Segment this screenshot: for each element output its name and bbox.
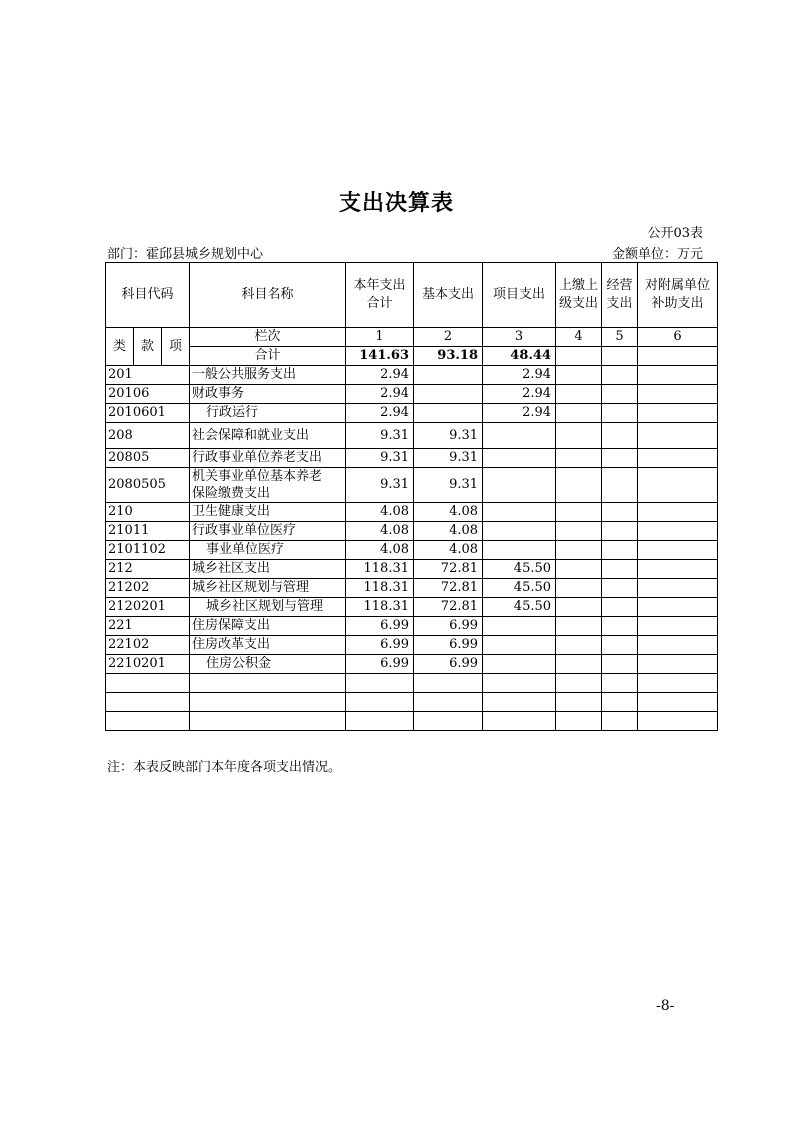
row-project — [483, 617, 556, 636]
col-number-1: 1 — [346, 328, 414, 347]
row-name-line1: 机关事业单位基本养老 — [192, 469, 323, 484]
row-project — [483, 522, 556, 541]
row-name: 社会保障和就业支出 — [190, 423, 346, 449]
page-title: 支出决算表 — [338, 191, 454, 216]
row-subsidy — [638, 468, 718, 503]
row-subsidy — [638, 366, 718, 385]
row-subsidy — [638, 385, 718, 404]
sum-basic: 93.18 — [414, 347, 483, 366]
row-name: 事业单位医疗 — [190, 541, 346, 560]
row-subsidy — [638, 423, 718, 449]
row-code: 2210201 — [106, 655, 190, 674]
row-name: 城乡社区支出 — [190, 560, 346, 579]
row-total: 2.94 — [346, 385, 414, 404]
header-lei: 类 — [106, 328, 134, 366]
row-code: 208 — [106, 423, 190, 449]
row-name: 行政事业单位医疗 — [190, 522, 346, 541]
row-business — [602, 598, 638, 617]
row-business — [602, 655, 638, 674]
row-code: 21202 — [106, 579, 190, 598]
row-project — [483, 423, 556, 449]
row-name: 财政事务 — [190, 385, 346, 404]
row-project: 2.94 — [483, 366, 556, 385]
row-basic: 4.08 — [414, 522, 483, 541]
row-business — [602, 579, 638, 598]
row-code: 201 — [106, 366, 190, 385]
row-basic: 4.08 — [414, 503, 483, 522]
table-row — [106, 503, 718, 522]
header-project: 项目支出 — [483, 263, 556, 328]
empty-row — [106, 693, 718, 712]
sum-business — [602, 347, 638, 366]
row-total: 6.99 — [346, 636, 414, 655]
row-basic: 4.08 — [414, 541, 483, 560]
row-basic: 72.81 — [414, 598, 483, 617]
row-total: 118.31 — [346, 560, 414, 579]
row-upper — [556, 579, 602, 598]
row-upper — [556, 636, 602, 655]
row-total: 4.08 — [346, 503, 414, 522]
row-subsidy — [638, 449, 718, 468]
row-business — [602, 522, 638, 541]
row-name — [190, 468, 346, 503]
row-name-line2: 保险缴费支出 — [192, 486, 271, 501]
row-name: 城乡社区规划与管理 — [190, 598, 346, 617]
row-code: 2120201 — [106, 598, 190, 617]
row-code: 20106 — [106, 385, 190, 404]
header-xiang: 项 — [162, 328, 190, 366]
row-upper — [556, 366, 602, 385]
row-basic — [414, 404, 483, 423]
row-code: 210 — [106, 503, 190, 522]
row-total: 118.31 — [346, 579, 414, 598]
empty-row — [106, 712, 718, 731]
table-row — [106, 468, 718, 503]
row-upper — [556, 541, 602, 560]
row-business — [602, 449, 638, 468]
row-upper — [556, 522, 602, 541]
table-row — [106, 423, 718, 449]
row-basic: 6.99 — [414, 636, 483, 655]
row-code: 221 — [106, 617, 190, 636]
row-basic: 9.31 — [414, 423, 483, 449]
sum-subsidy — [638, 347, 718, 366]
row-project — [483, 541, 556, 560]
header-name: 科目名称 — [190, 263, 346, 328]
row-total: 4.08 — [346, 541, 414, 560]
row-name: 行政事业单位养老支出 — [190, 449, 346, 468]
header-business-line1: 经营 — [606, 278, 633, 293]
row-project: 45.50 — [483, 598, 556, 617]
row-project: 2.94 — [483, 385, 556, 404]
row-code: 20805 — [106, 449, 190, 468]
sum-project: 48.44 — [483, 347, 556, 366]
row-code: 212 — [106, 560, 190, 579]
row-total: 9.31 — [346, 449, 414, 468]
row-basic: 6.99 — [414, 617, 483, 636]
row-business — [602, 636, 638, 655]
row-upper — [556, 423, 602, 449]
row-basic: 9.31 — [414, 468, 483, 503]
row-business — [602, 468, 638, 503]
row-subsidy — [638, 579, 718, 598]
table-note: 注：本表反映部门本年度各项支出情况。 — [107, 760, 342, 775]
row-subsidy — [638, 655, 718, 674]
col-number-5: 5 — [602, 328, 638, 347]
header-subsidy — [638, 263, 718, 328]
row-business — [602, 503, 638, 522]
row-upper — [556, 598, 602, 617]
empty-row — [106, 674, 718, 693]
row-basic: 72.81 — [414, 579, 483, 598]
row-total: 9.31 — [346, 468, 414, 503]
row-project: 45.50 — [483, 560, 556, 579]
table-row — [106, 449, 718, 468]
row-business — [602, 404, 638, 423]
header-basic: 基本支出 — [414, 263, 483, 328]
table-row — [106, 636, 718, 655]
header-row — [106, 263, 718, 328]
row-upper — [556, 655, 602, 674]
col-number-3: 3 — [483, 328, 556, 347]
row-name: 卫生健康支出 — [190, 503, 346, 522]
row-basic: 72.81 — [414, 560, 483, 579]
row-total: 2.94 — [346, 366, 414, 385]
header-business-line2: 支出 — [606, 296, 633, 311]
row-upper — [556, 560, 602, 579]
row-total: 118.31 — [346, 598, 414, 617]
form-number: 公开03表 — [647, 226, 703, 241]
header-subsidy-line1: 对附属单位 — [645, 278, 711, 293]
sum-total: 141.63 — [346, 347, 414, 366]
sum-label: 合计 — [190, 347, 346, 366]
row-basic — [414, 366, 483, 385]
row-basic: 9.31 — [414, 449, 483, 468]
col-number-6: 6 — [638, 328, 718, 347]
table-row — [106, 404, 718, 423]
row-total: 9.31 — [346, 423, 414, 449]
row-upper — [556, 617, 602, 636]
row-subsidy — [638, 636, 718, 655]
row-subsidy — [638, 404, 718, 423]
row-name: 住房改革支出 — [190, 636, 346, 655]
table-row — [106, 385, 718, 404]
row-total: 6.99 — [346, 617, 414, 636]
col-number-2: 2 — [414, 328, 483, 347]
row-upper — [556, 468, 602, 503]
row-code: 21011 — [106, 522, 190, 541]
header-upper-line2: 级支出 — [559, 296, 599, 311]
header-upper-line1: 上缴上 — [559, 278, 599, 293]
row-upper — [556, 385, 602, 404]
row-subsidy — [638, 541, 718, 560]
row-code: 2080505 — [106, 468, 190, 503]
header-subsidy-line2: 补助支出 — [651, 296, 704, 311]
row-total: 6.99 — [346, 655, 414, 674]
table-row — [106, 598, 718, 617]
row-name: 住房公积金 — [190, 655, 346, 674]
row-project: 45.50 — [483, 579, 556, 598]
row-upper — [556, 404, 602, 423]
row-subsidy — [638, 598, 718, 617]
row-business — [602, 541, 638, 560]
row-name: 行政运行 — [190, 404, 346, 423]
row-business — [602, 560, 638, 579]
row-name: 一般公共服务支出 — [190, 366, 346, 385]
table-row — [106, 541, 718, 560]
row-upper — [556, 503, 602, 522]
row-name: 城乡社区规划与管理 — [190, 579, 346, 598]
col-number-4: 4 — [556, 328, 602, 347]
lanci-label: 栏次 — [190, 328, 346, 347]
expenditure-table — [105, 262, 718, 731]
row-business — [602, 423, 638, 449]
row-basic: 6.99 — [414, 655, 483, 674]
row-upper — [556, 449, 602, 468]
row-project — [483, 449, 556, 468]
header-total — [346, 263, 414, 328]
row-total: 2.94 — [346, 404, 414, 423]
department-label: 部门：霍邱县城乡规划中心 — [107, 247, 264, 262]
row-code: 22102 — [106, 636, 190, 655]
sum-upper — [556, 347, 602, 366]
sum-row — [106, 347, 718, 366]
row-code: 2101102 — [106, 541, 190, 560]
row-project — [483, 468, 556, 503]
row-project — [483, 503, 556, 522]
header-code: 科目代码 — [106, 263, 190, 328]
table-row — [106, 560, 718, 579]
header-kuan: 款 — [134, 328, 162, 366]
row-subsidy — [638, 617, 718, 636]
row-project — [483, 636, 556, 655]
table-row — [106, 579, 718, 598]
row-code: 2010601 — [106, 404, 190, 423]
row-business — [602, 366, 638, 385]
table-row — [106, 655, 718, 674]
header-upper — [556, 263, 602, 328]
header-total-line2: 合计 — [366, 296, 393, 311]
row-business — [602, 617, 638, 636]
row-project: 2.94 — [483, 404, 556, 423]
header-business — [602, 263, 638, 328]
row-project — [483, 655, 556, 674]
row-business — [602, 385, 638, 404]
table-row — [106, 522, 718, 541]
unit-label: 金额单位：万元 — [611, 247, 703, 262]
header-total-line1: 本年支出 — [353, 278, 406, 293]
row-subsidy — [638, 503, 718, 522]
page-number: -8- — [656, 998, 675, 1014]
row-basic — [414, 385, 483, 404]
row-subsidy — [638, 522, 718, 541]
column-number-row — [106, 328, 718, 347]
row-subsidy — [638, 560, 718, 579]
table-row — [106, 366, 718, 385]
row-name: 住房保障支出 — [190, 617, 346, 636]
table-row — [106, 617, 718, 636]
row-total: 4.08 — [346, 522, 414, 541]
